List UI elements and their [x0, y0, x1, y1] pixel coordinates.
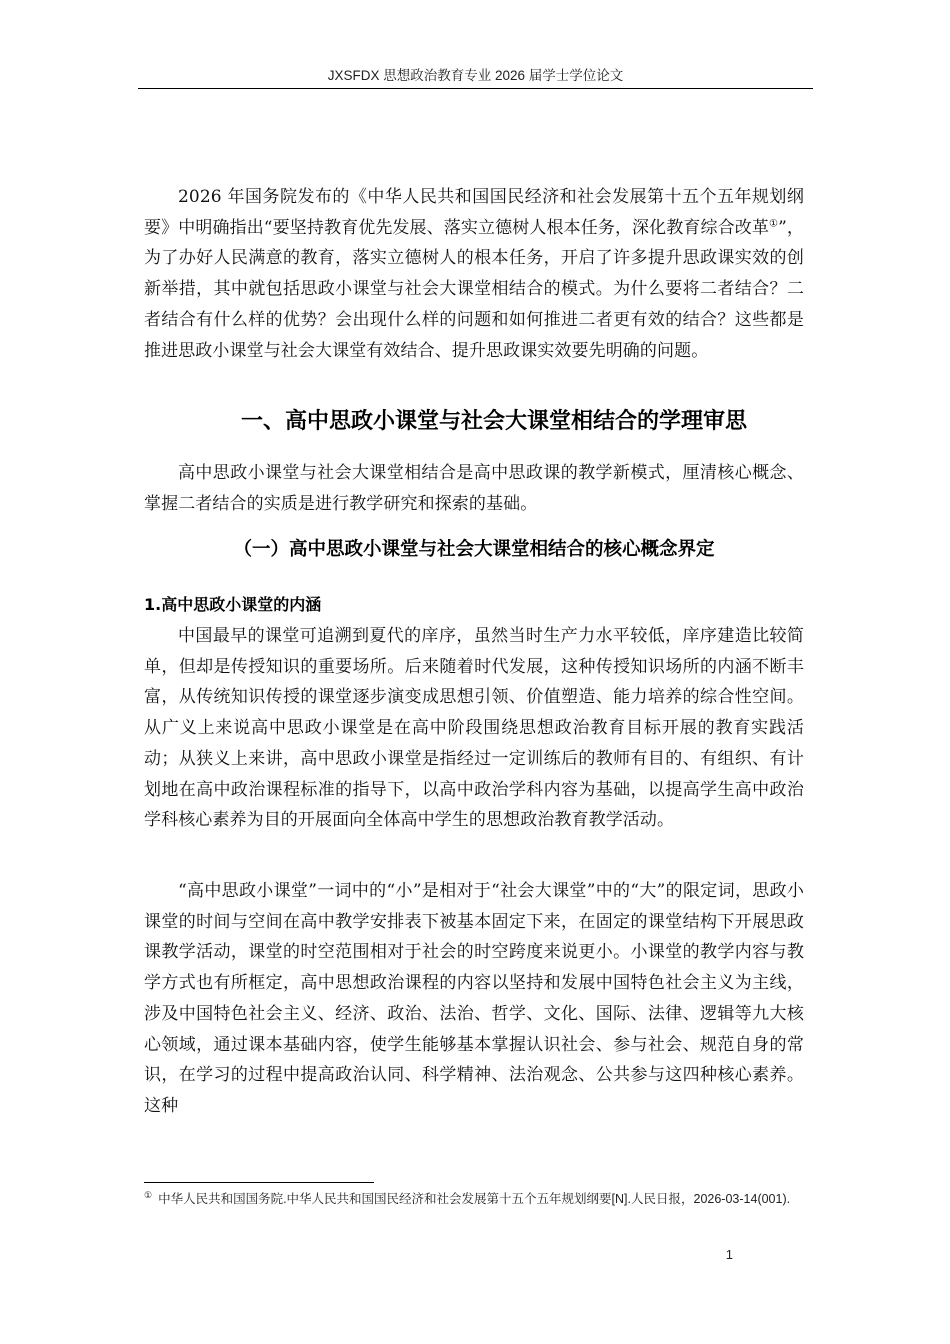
intro-paragraph — [144, 182, 804, 366]
body-paragraph-2 — [144, 876, 804, 1122]
footnote-text: 中华人民共和国国务院.中华人民共和国国民经济和社会发展第十五个五年规划纲要[N].人民日报，2026-03-14(001). — [158, 1192, 791, 1206]
footnote — [144, 1190, 804, 1209]
body-paragraph-2-text: “高中思政小课堂”一词中的“小”是相对于“社会大课堂”中的“大”的限定词，思政小课堂的时间与空间在高中教学安排表下被基本固定下来，在固定的课堂结构下开展思政课教学活动，课堂的时空范围相对于社会的时空跨度来说更小。小课堂的教学内容与教学方式也有所框定，高中思想政治课程的内容以坚持和发展中国特色社会主义为主线，涉及中国特色社会主义、经济、政治、法治、哲学、文化、国际、法律、逻辑等九大核心领域，通过课本基础内容，使学生能够基本掌握认识社会、参与社会、规范自身的常识，在学习的过程中提高政治认同、科学精神、法治观念、公共参与这四种核心素养。这种 — [144, 881, 804, 1116]
body-paragraph-1 — [144, 621, 804, 836]
section-intro-text: 高中思政小课堂与社会大课堂相结合是高中思政课的教学新模式，厘清核心概念、掌握二者结合的实质是进行教学研究和探索的基础。 — [144, 463, 804, 514]
section-intro-paragraph — [144, 458, 804, 519]
intro-text-after-ref: ”，为了办好人民满意的教育，落实立德树人的根本任务，开启了许多提升思政课实效的创新举措，其中就包括思政小课堂与社会大课堂相结合的模式。为什么要将二者结合？二者结合有什么样的优势？会出现什么样的问题和如何推进二者更有效的结合？这些都是推进思政小课堂与社会大课堂有效结合、提升思政课实效要先明确的问题。 — [144, 217, 804, 361]
section-heading: 一、高中思政小课堂与社会大课堂相结合的学理审思 — [240, 409, 747, 434]
item-heading: 1.高中思政小课堂的内涵 — [144, 595, 322, 614]
body-paragraph-1-text: 中国最早的课堂可追溯到夏代的庠序，虽然当时生产力水平较低，庠序建造比较简单，但却是传授知识的重要场所。后来随着时代发展，这种传授知识场所的内涵不断丰富，从传统知识传授的课堂逐步演变成思想引领、价值塑造、能力培养的综合性空间。从广义上来说高中思政小课堂是在高中阶段围绕思想政治教育目标开展的教育实践活动；从狭义上来讲，高中思政小课堂是指经过一定训练后的教师有目的、有组织、有计划地在高中政治课程标准的指导下，以高中政治学科内容为基础，以提高学生高中政治学科核心素养为目的开展面向全体高中学生的思想政治教育教学活动。 — [144, 626, 804, 831]
subsection-heading: （一）高中思政小课堂与社会大课堂相结合的核心概念界定 — [233, 539, 715, 560]
page-number: 1 — [725, 1247, 733, 1262]
intro-text-before-ref: 2026 年国务院发布的《中华人民共和国国民经济和社会发展第十五个五年规划纲要》中明确指出“要坚持教育优先发展、落实立德树人根本任务，深化教育综合改革 — [144, 187, 804, 238]
footnote-mark: ① — [144, 1189, 153, 1200]
running-header: JXSFDX 思想政治教育专业 2026 届学士学位论文 — [138, 66, 813, 89]
footnote-separator — [144, 1182, 374, 1183]
footnote-reference[interactable]: ① — [768, 218, 779, 230]
